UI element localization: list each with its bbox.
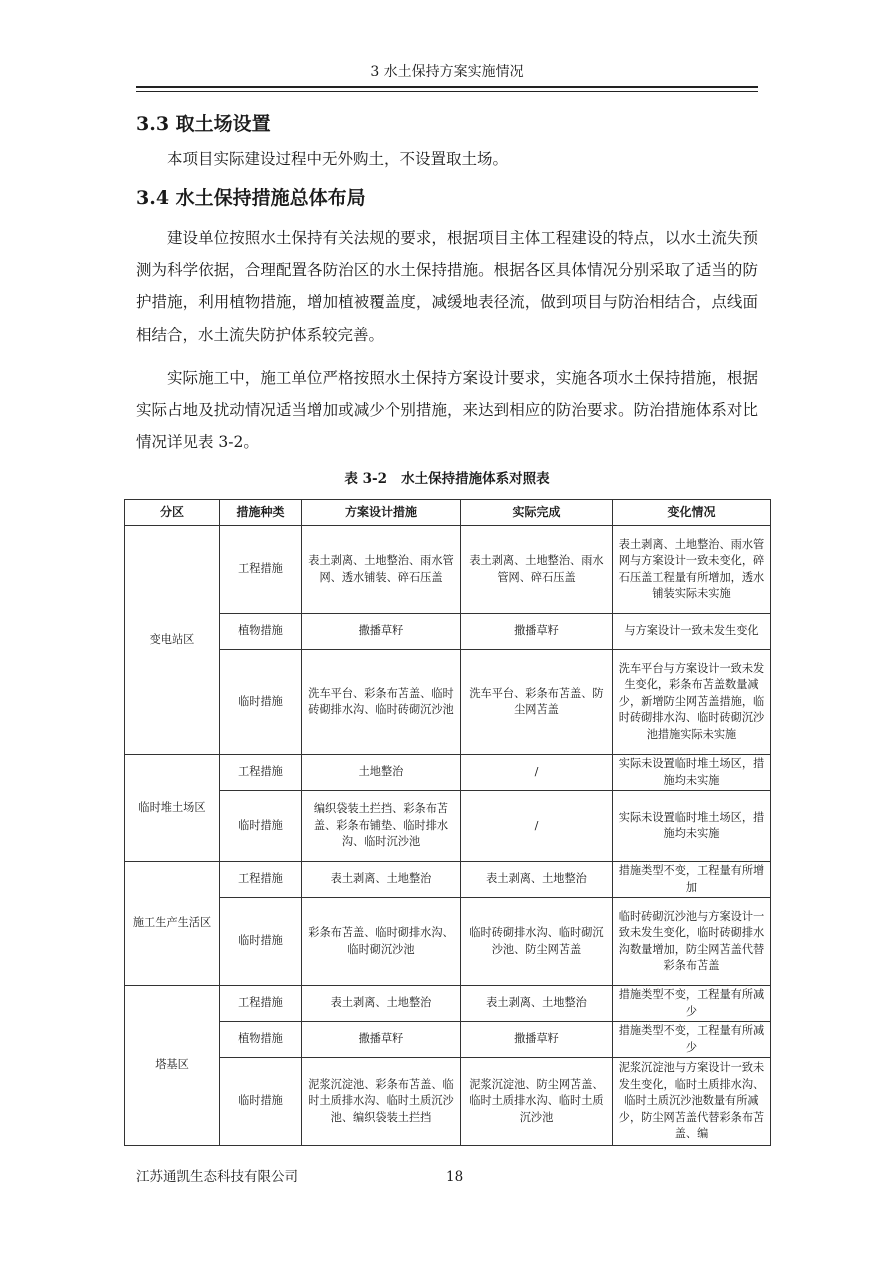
actual-measure-cell: 撒播草籽 bbox=[461, 614, 613, 650]
actual-measure-cell: 泥浆沉淀池、防尘网苫盖、临时土质排水沟、临时土质沉沙池 bbox=[461, 1058, 613, 1146]
running-header: 3 水土保持方案实施情况 bbox=[370, 64, 524, 80]
change-cell: 措施类型不变，工程量有所减少 bbox=[613, 1022, 771, 1058]
table-caption: 表 3-2 水土保持措施体系对照表 bbox=[344, 471, 550, 487]
table-row bbox=[125, 898, 771, 986]
actual-measure-cell: 临时砖砌排水沟、临时砌沉沙池、防尘网苫盖 bbox=[461, 898, 613, 986]
table-row bbox=[125, 614, 771, 650]
section-3-4-paragraph-1: 建设单位按照水土保持有关法规的要求，根据项目主体工程建设的特点，以水土流失预测为科学依据，合理配置各防治区的水土保持措施。根据各区具体情况分别采取了适当的防护措施，利用植物措施，增加植被覆盖度，减缓地表径流，做到项目与防治相结合，点线面相结合，水土流失防护体系较完善。 bbox=[136, 229, 758, 344]
zone-cell: 临时堆土场区 bbox=[125, 755, 220, 862]
design-measure-cell: 彩条布苫盖、临时砌排水沟、临时砌沉沙池 bbox=[302, 898, 461, 986]
table-row bbox=[125, 986, 771, 1022]
column-header: 分区 bbox=[125, 500, 220, 526]
measure-type-cell: 临时措施 bbox=[220, 791, 302, 862]
actual-measure-cell: 表土剥离、土地整治 bbox=[461, 986, 613, 1022]
change-cell: 实际未设置临时堆土场区，措施均未实施 bbox=[613, 755, 771, 791]
table-row bbox=[125, 791, 771, 862]
actual-measure-cell: / bbox=[461, 755, 613, 791]
measure-type-cell: 植物措施 bbox=[220, 614, 302, 650]
measure-type-cell: 植物措施 bbox=[220, 1022, 302, 1058]
column-header: 实际完成 bbox=[461, 500, 613, 526]
table-row bbox=[125, 862, 771, 898]
section-3-4-paragraph-2: 实际施工中，施工单位严格按照水土保持方案设计要求，实施各项水土保持措施，根据实际占地及扰动情况适当增加或减少个别措施，来达到相应的防治要求。防治措施体系对比情况详见表 3-2。 bbox=[136, 369, 758, 452]
table-row bbox=[125, 1022, 771, 1058]
actual-measure-cell: 表土剥离、土地整治、雨水管网、碎石压盖 bbox=[461, 526, 613, 614]
change-cell: 泥浆沉淀池与方案设计一致未发生变化，临时土质排水沟、临时土质沉沙池数量有所减少，防尘网苫盖代替彩条布苫盖、编 bbox=[613, 1058, 771, 1146]
footer-company: 江苏通凯生态科技有限公司 bbox=[136, 1169, 298, 1185]
actual-measure-cell: / bbox=[461, 791, 613, 862]
design-measure-cell: 洗车平台、彩条布苫盖、临时砖砌排水沟、临时砖砌沉沙池 bbox=[302, 650, 461, 755]
change-cell: 实际未设置临时堆土场区，措施均未实施 bbox=[613, 791, 771, 862]
table-row bbox=[125, 526, 771, 614]
change-cell: 与方案设计一致未发生变化 bbox=[613, 614, 771, 650]
table-row bbox=[125, 1058, 771, 1146]
design-measure-cell: 泥浆沉淀池、彩条布苫盖、临时土质排水沟、临时土质沉沙池、编织袋装土拦挡 bbox=[302, 1058, 461, 1146]
change-cell: 临时砖砌沉沙池与方案设计一致未发生变化，临时砖砌排水沟数量增加，防尘网苫盖代替彩条布苫盖 bbox=[613, 898, 771, 986]
section-3-3-body: 本项目实际建设过程中无外购土，不设置取土场。 bbox=[167, 150, 509, 168]
design-measure-cell: 撒播草籽 bbox=[302, 1022, 461, 1058]
column-header: 措施种类 bbox=[220, 500, 302, 526]
actual-measure-cell: 表土剥离、土地整治 bbox=[461, 862, 613, 898]
change-cell: 表土剥离、土地整治、雨水管网与方案设计一致未变化，碎石压盖工程量有所增加，透水铺装实际未实施 bbox=[613, 526, 771, 614]
zone-cell: 塔基区 bbox=[125, 986, 220, 1146]
design-measure-cell: 编织袋装土拦挡、彩条布苫盖、彩条布铺垫、临时排水沟、临时沉沙池 bbox=[302, 791, 461, 862]
section-3-3-title: 3.3 取土场设置 bbox=[136, 113, 271, 135]
measure-type-cell: 工程措施 bbox=[220, 755, 302, 791]
design-measure-cell: 表土剥离、土地整治、雨水管网、透水铺装、碎石压盖 bbox=[302, 526, 461, 614]
measure-type-cell: 临时措施 bbox=[220, 650, 302, 755]
page-number: 18 bbox=[446, 1169, 464, 1185]
measure-type-cell: 临时措施 bbox=[220, 1058, 302, 1146]
zone-cell: 施工生产生活区 bbox=[125, 862, 220, 986]
design-measure-cell: 撒播草籽 bbox=[302, 614, 461, 650]
actual-measure-cell: 撒播草籽 bbox=[461, 1022, 613, 1058]
change-cell: 措施类型不变，工程量有所增加 bbox=[613, 862, 771, 898]
design-measure-cell: 表土剥离、土地整治 bbox=[302, 862, 461, 898]
actual-measure-cell: 洗车平台、彩条布苫盖、防尘网苫盖 bbox=[461, 650, 613, 755]
header-rule bbox=[136, 86, 758, 88]
measure-type-cell: 工程措施 bbox=[220, 986, 302, 1022]
measure-type-cell: 工程措施 bbox=[220, 862, 302, 898]
measures-comparison-table bbox=[124, 499, 771, 1146]
change-cell: 措施类型不变，工程量有所减少 bbox=[613, 986, 771, 1022]
header-rule-thin bbox=[136, 91, 758, 92]
table-row bbox=[125, 755, 771, 791]
zone-cell: 变电站区 bbox=[125, 526, 220, 755]
column-header: 变化情况 bbox=[613, 500, 771, 526]
measure-type-cell: 工程措施 bbox=[220, 526, 302, 614]
section-3-4-title: 3.4 水土保持措施总体布局 bbox=[136, 187, 366, 209]
change-cell: 洗车平台与方案设计一致未发生变化，彩条布苫盖数量减少，新增防尘网苫盖措施，临时砖砌排水沟、临时砖砌沉沙池措施实际未实施 bbox=[613, 650, 771, 755]
table-row bbox=[125, 650, 771, 755]
measure-type-cell: 临时措施 bbox=[220, 898, 302, 986]
table-header-row bbox=[125, 500, 771, 526]
column-header: 方案设计措施 bbox=[302, 500, 461, 526]
design-measure-cell: 表土剥离、土地整治 bbox=[302, 986, 461, 1022]
design-measure-cell: 土地整治 bbox=[302, 755, 461, 791]
